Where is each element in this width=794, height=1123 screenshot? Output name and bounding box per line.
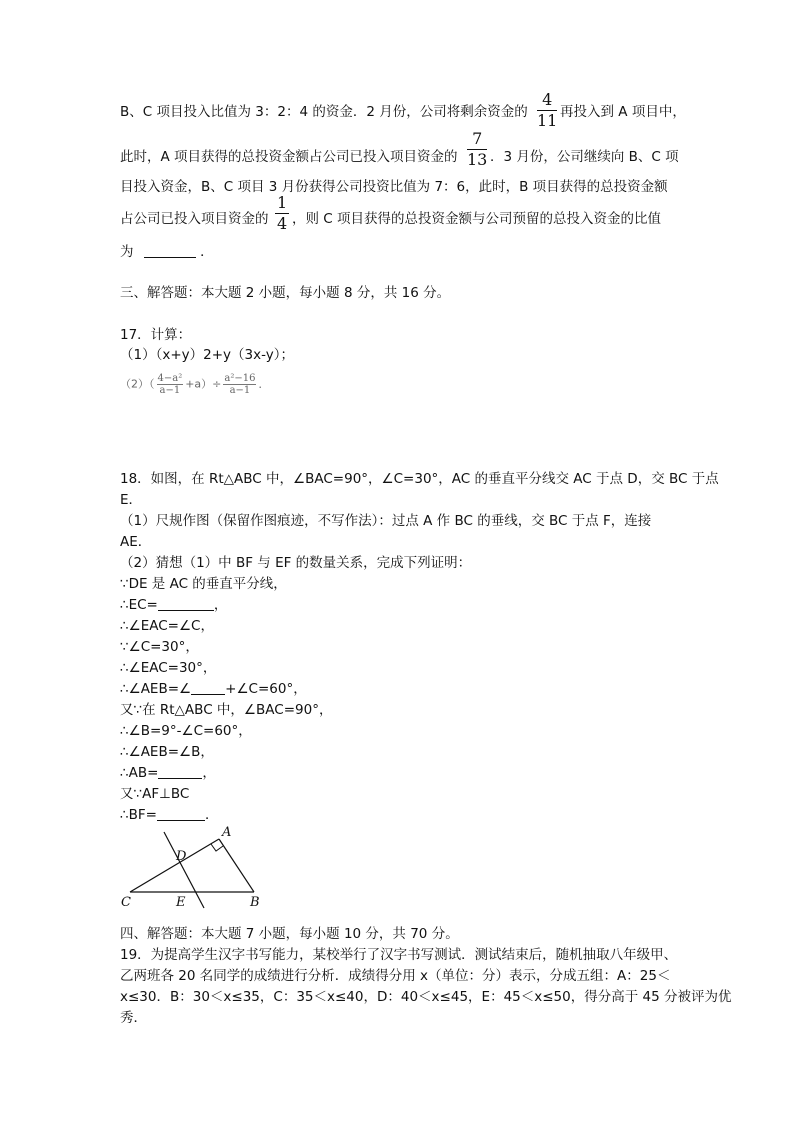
q18-line-13: ∴∠B=9°-∠C=60°， xyxy=(120,723,252,739)
q18-line-6: ∵DE 是 AC 的垂直平分线， xyxy=(120,576,287,592)
q19-line-1: 19．为提高学生汉字书写能力，某校举行了汉字书写测试．测试结束后，随机抽取八年级甲、 xyxy=(120,947,678,963)
label-c: C xyxy=(121,895,131,910)
q18-line-17-prefix: ∴BF= xyxy=(120,807,157,823)
q17-title: 17．计算： xyxy=(120,327,192,343)
q18-line-14: ∴∠AEB=∠B， xyxy=(120,744,214,760)
q18-line-15 xyxy=(120,761,216,781)
fraction-denominator: a−1 xyxy=(159,385,181,396)
fraction-numerator: 1 xyxy=(277,193,288,212)
segment-ca xyxy=(130,839,219,892)
fraction-denominator: 11 xyxy=(537,111,558,130)
q16-line-3: 目投入资金，B、C 项目 3 月份获得公司投资比值为 7：6，此时，B 项目获得的总投资金额 xyxy=(120,179,668,195)
label-e: E xyxy=(176,895,186,910)
q19-line-4: 秀． xyxy=(120,1010,147,1026)
q18-line-3: （1）尺规作图（保留作图痕迹，不写作法）：过点 A 作 BC 的垂线，交 BC 于点 F，连接 xyxy=(120,513,652,529)
q18-line-4: AE． xyxy=(120,534,152,550)
segment-ab xyxy=(219,839,254,892)
answer-blank[interactable] xyxy=(158,598,214,611)
answer-blank[interactable] xyxy=(157,808,205,821)
fraction-numerator: 7 xyxy=(467,131,487,150)
q18-line-9: ∵∠C=30°， xyxy=(120,639,199,655)
q18-line-15-suffix: ， xyxy=(202,765,216,781)
q18-line-7 xyxy=(120,593,227,613)
q19-line-3: x≤30．B：30＜x≤35，C：35＜x≤40，D：40＜x≤45，E：45＜x≤50，得分高于 45 分被评为优 xyxy=(120,989,732,1005)
q17-part-2 xyxy=(120,373,269,396)
q18-line-11 xyxy=(120,677,307,697)
fraction-4-11 xyxy=(537,92,557,129)
q16-line-1a: B、C 项目投入比值为 3：2：4 的资金．2 月份，公司将剩余资金的 xyxy=(120,104,528,120)
fraction-numerator: a²−16 xyxy=(224,373,256,384)
q17-part-2-mid: +a）÷ xyxy=(185,377,222,391)
q18-line-11-suffix: +∠C=60°， xyxy=(225,681,307,697)
triangle-figure xyxy=(118,822,268,910)
q17-fraction-2 xyxy=(223,373,256,396)
q18-line-8: ∴∠EAC=∠C， xyxy=(120,618,214,634)
answer-blank[interactable] xyxy=(158,766,202,779)
q17-part-2-end: ． xyxy=(258,377,270,391)
q19-line-2: 乙两班各 20 名同学的成绩进行分析．成绩得分用 x（单位：分）表示，分成五组：A：25＜ xyxy=(120,968,671,984)
q17-part-1: （1）（x+y）2+y（3x-y）； xyxy=(120,347,294,363)
q16-line-4a: 占公司已投入项目资金的 xyxy=(120,211,269,227)
q16-line-2a: 此时，A 项目获得的总投资金额占公司已投入项目资金的 xyxy=(120,149,458,165)
q16-line-4b: ，则 C 项目获得的总投资金额与公司预留的总投入资金的比值 xyxy=(292,211,662,227)
q16-line-5-prefix: 为 xyxy=(120,244,134,260)
q16-line-5 xyxy=(120,240,214,260)
section-3-heading: 三、解答题：本大题 2 小题，每小题 8 分，共 16 分。 xyxy=(120,285,451,301)
q18-line-5: （2）猜想（1）中 BF 与 EF 的数量关系，完成下列证明： xyxy=(120,555,472,571)
fraction-numerator: 4 xyxy=(537,92,557,111)
q18-line-7-suffix: ， xyxy=(213,597,228,613)
q17-fraction-1 xyxy=(157,373,184,396)
q17-part-2-prefix: （2）（ xyxy=(120,377,155,391)
fraction-denominator: a−1 xyxy=(229,385,251,396)
q18-line-17-suffix: ． xyxy=(204,807,219,823)
q16-line-1b: 再投入到 A 项目中， xyxy=(560,104,686,120)
q18-line-12: 又∵在 Rt△ABC 中，∠BAC=90°， xyxy=(120,702,333,718)
fraction-denominator: 13 xyxy=(467,150,488,169)
q16-line-5-suffix: ． xyxy=(200,244,214,260)
fraction-7-13 xyxy=(467,131,487,168)
fraction-denominator: 4 xyxy=(277,214,288,233)
q18-line-17 xyxy=(120,803,218,823)
section-4-heading: 四、解答题：本大题 7 小题，每小题 10 分，共 70 分。 xyxy=(120,926,459,942)
answer-blank[interactable] xyxy=(144,245,196,258)
q18-line-2: E． xyxy=(120,492,143,508)
q18-line-10: ∴∠EAC=30°， xyxy=(120,660,217,676)
q18-line-16: 又∵AF⊥BC xyxy=(120,786,190,802)
label-a: A xyxy=(222,825,232,840)
fraction-1-4 xyxy=(275,195,289,232)
fraction-numerator: 4−a² xyxy=(157,373,183,384)
q18-line-15-prefix: ∴AB= xyxy=(120,765,159,781)
q18-line-1: 18．如图，在 Rt△ABC 中，∠BAC=90°，∠C=30°，AC 的垂直平分线交 AC 于点 D，交 BC 于点 xyxy=(120,471,719,487)
right-angle-mark xyxy=(211,844,223,851)
answer-blank[interactable] xyxy=(191,682,225,695)
label-d: D xyxy=(176,849,187,864)
q18-line-11-prefix: ∴∠AEB=∠ xyxy=(120,681,192,697)
q16-line-2b: ．3 月份，公司继续向 B、C 项 xyxy=(490,149,679,165)
label-b: B xyxy=(250,895,260,910)
q18-line-7-prefix: ∴EC= xyxy=(120,597,158,613)
